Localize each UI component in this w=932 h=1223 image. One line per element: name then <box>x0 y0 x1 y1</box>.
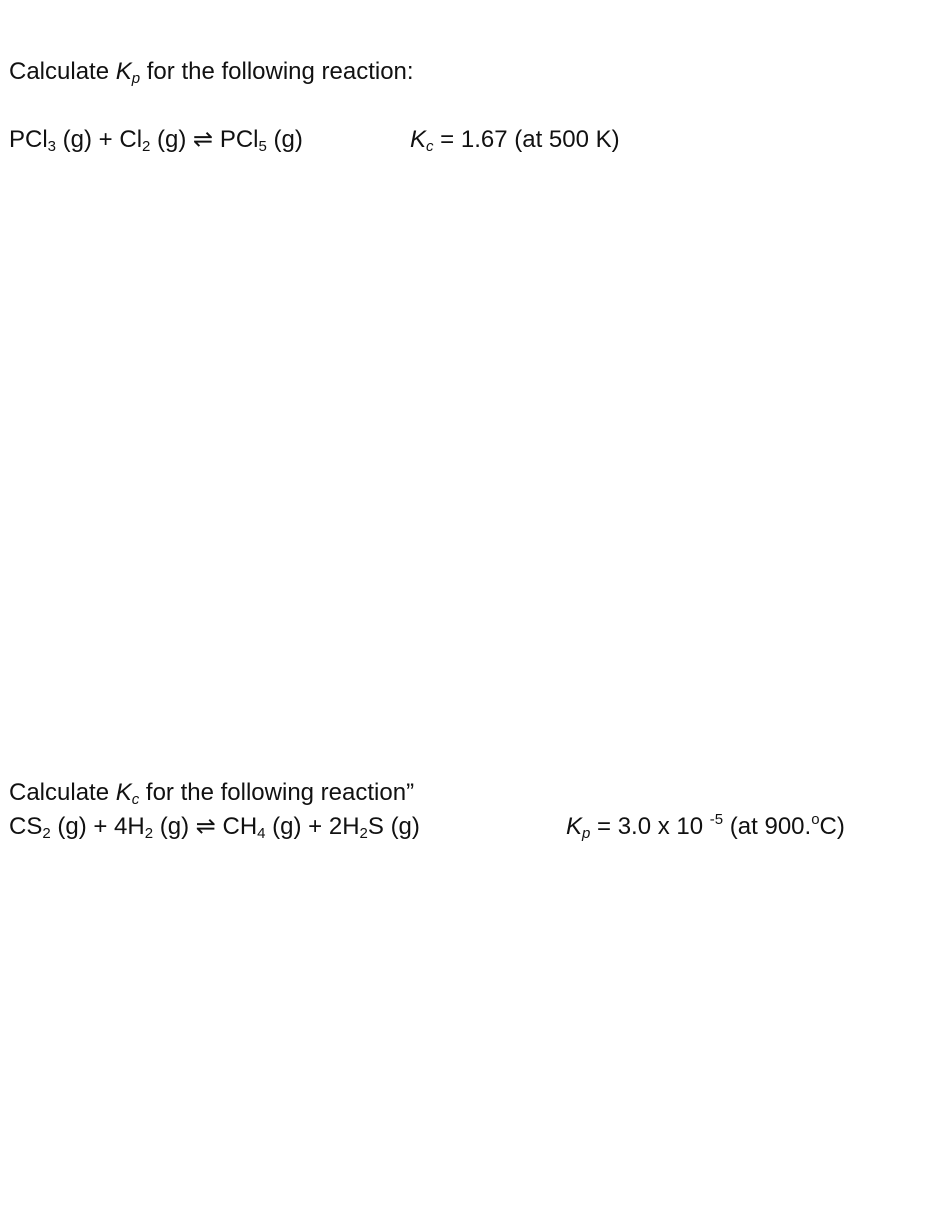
exponent: -5 <box>709 811 724 828</box>
k-symbol: K <box>410 126 427 153</box>
problem-1-given-constant <box>410 125 620 155</box>
equation-subscript: 3 <box>47 138 57 155</box>
equation-subscript: 2 <box>142 138 151 155</box>
equation-part: (g) ⇌ CH <box>153 813 258 840</box>
equation-part: (g) + 4H <box>50 813 145 840</box>
problem-1-equation <box>9 125 303 155</box>
equation-part: (g) <box>266 126 303 153</box>
k-subscript: c <box>426 138 434 155</box>
equation-part: (g) + Cl <box>56 126 143 153</box>
temperature-unit: C) <box>819 813 845 840</box>
prompt-text-before: Calculate <box>9 779 116 806</box>
k-symbol: K <box>115 779 132 806</box>
equation-subscript: 4 <box>257 825 266 842</box>
k-symbol: K <box>566 813 583 840</box>
problem-2-prompt <box>9 778 414 808</box>
equation-part: PCl <box>9 126 48 153</box>
problem-1-prompt <box>9 57 414 87</box>
given-value-text: = 1.67 (at 500 K) <box>433 126 620 153</box>
equation-part: (g) + 2H <box>265 813 360 840</box>
k-subscript: c <box>131 791 140 808</box>
equation-part: S (g) <box>367 813 420 840</box>
problem-2-equation <box>9 812 420 842</box>
k-subscript: p <box>131 70 141 87</box>
equation-subscript: 2 <box>359 825 368 842</box>
given-value-text: = 3.0 x 10 <box>590 813 710 840</box>
temperature-text: (at 900. <box>723 813 812 840</box>
problem-2-given-constant <box>566 812 845 842</box>
prompt-text-after: for the following reaction” <box>139 779 415 806</box>
equation-part: CS <box>9 813 43 840</box>
degree-symbol: o <box>811 811 820 828</box>
equation-subscript: 2 <box>42 825 51 842</box>
equation-subscript: 5 <box>258 138 267 155</box>
prompt-text-after: for the following reaction: <box>140 58 414 85</box>
prompt-text-before: Calculate <box>9 58 116 85</box>
equation-subscript: 2 <box>144 825 154 842</box>
k-subscript: p <box>582 825 591 842</box>
k-symbol: K <box>115 58 132 85</box>
equation-part: (g) ⇌ PCl <box>150 126 259 153</box>
